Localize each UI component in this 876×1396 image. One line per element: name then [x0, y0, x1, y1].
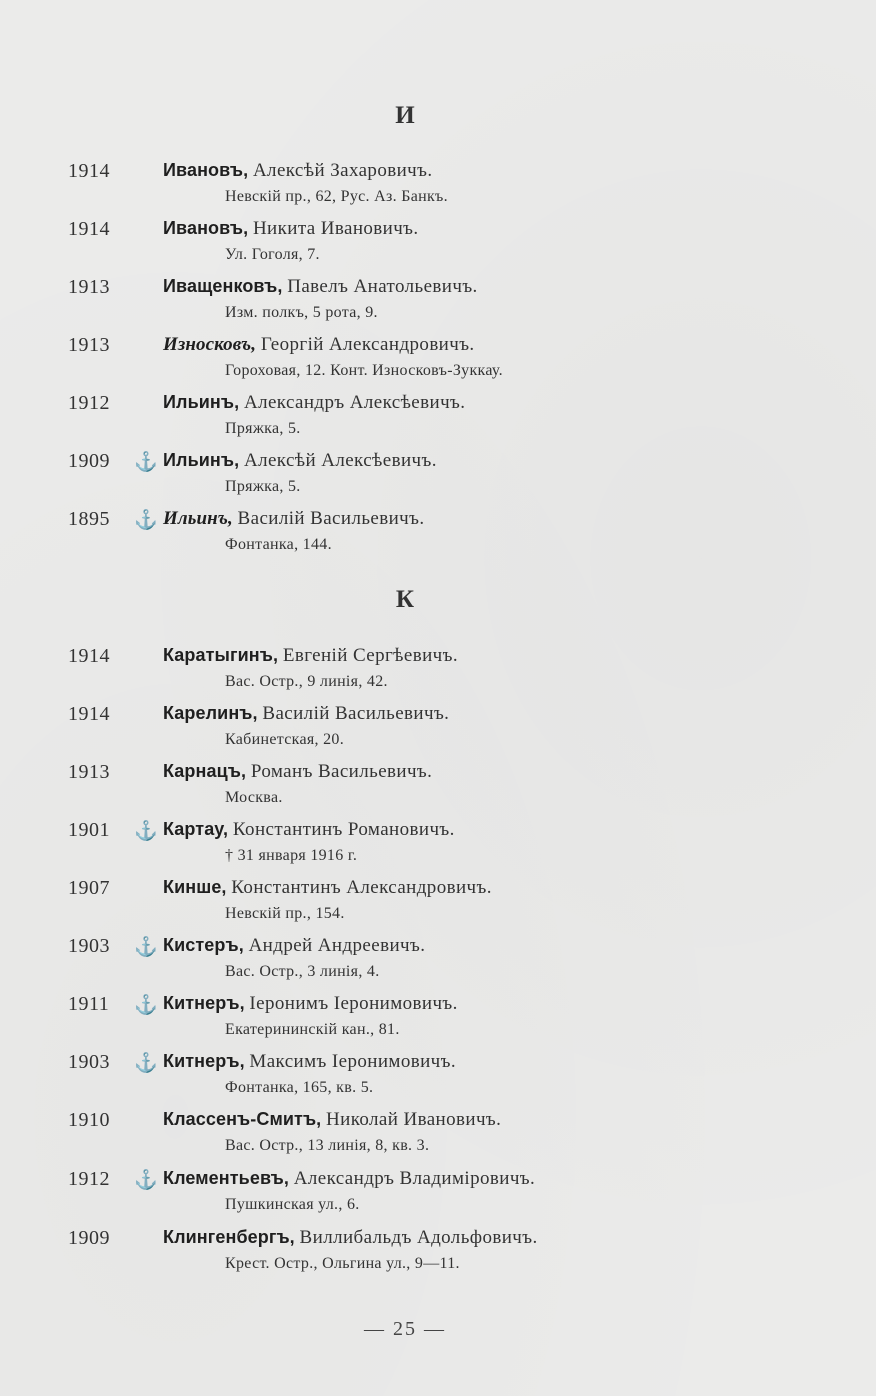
entry-given-name: Андрей Андреевичъ. [248, 935, 426, 956]
entry-given-name: Николай Ивановичъ. [326, 1109, 502, 1130]
entry-surname: Каратыгинъ, [163, 645, 279, 665]
entry-name [163, 993, 458, 1015]
directory-entry [0, 334, 876, 392]
entry-surname: Классенъ-Смитъ, [163, 1109, 322, 1129]
entry-name [163, 276, 478, 298]
entry-name [163, 1051, 456, 1073]
entry-address: † 31 января 1916 г. [225, 847, 358, 864]
entry-given-name: Александръ Алексѣевичъ. [243, 392, 466, 413]
entry-address: Пряжка, 5. [225, 478, 301, 495]
entry-year: 1914 [68, 645, 110, 667]
entry-surname: Китнеръ, [163, 1051, 245, 1071]
entry-given-name: Виллибальдъ Адольфовичъ. [299, 1227, 538, 1248]
entry-name [163, 218, 419, 240]
directory-entry [0, 877, 876, 935]
directory-entry [0, 160, 876, 218]
anchor-icon: ⚓ [134, 1170, 158, 1191]
directory-entry [0, 1109, 876, 1167]
entry-surname: Ильинъ, [163, 450, 240, 470]
anchor-icon: ⚓ [134, 937, 158, 958]
entry-given-name: Евгеній Сергѣевичъ. [282, 645, 458, 666]
entry-name [163, 1109, 501, 1131]
entry-name [163, 450, 437, 472]
entry-surname: Карелинъ, [163, 703, 258, 723]
anchor-icon: ⚓ [134, 510, 158, 531]
entry-address: Пряжка, 5. [225, 420, 301, 437]
entry-given-name: Іеронимъ Іеронимовичъ. [249, 993, 458, 1014]
entry-given-name: Никита Ивановичъ. [252, 218, 419, 239]
directory-entry [0, 935, 876, 993]
entry-surname: Ивановъ, [163, 218, 249, 238]
directory-entry [0, 1051, 876, 1109]
entry-given-name: Василій Васильевичъ. [237, 508, 425, 529]
entry-surname: Карнацъ, [163, 761, 247, 781]
entry-year: 1903 [68, 935, 110, 957]
entry-name [163, 877, 492, 899]
directory-entry [0, 508, 876, 566]
entry-year: 1914 [68, 160, 110, 182]
entry-address: Фонтанка, 165, кв. 5. [225, 1079, 374, 1096]
entry-surname: Иващенковъ, [163, 276, 283, 296]
entry-name [163, 392, 465, 414]
entry-name [163, 334, 475, 356]
entry-address: Гороховая, 12. Конт. Износковъ-Зуккау. [225, 362, 503, 379]
directory-entry [0, 1168, 876, 1226]
entry-address: Фонтанка, 144. [225, 536, 332, 553]
entry-name [163, 508, 425, 530]
entry-surname: Клементьевъ, [163, 1168, 289, 1188]
directory-entry [0, 819, 876, 877]
entry-year: 1913 [68, 276, 110, 298]
anchor-icon: ⚓ [134, 452, 158, 473]
entry-name [163, 819, 455, 841]
entry-year: 1895 [68, 508, 110, 530]
entry-address: Вас. Остр., 13 линія, 8, кв. 3. [225, 1137, 430, 1154]
anchor-icon: ⚓ [134, 821, 158, 842]
entry-address: Екатерининскій кан., 81. [225, 1021, 400, 1038]
entry-year: 1907 [68, 877, 110, 899]
page-number: — 25 — [364, 1318, 446, 1340]
directory-entry [0, 761, 876, 819]
entry-name [163, 703, 449, 725]
entry-address: Вас. Остр., 3 линія, 4. [225, 963, 380, 980]
entry-year: 1914 [68, 218, 110, 240]
entry-given-name: Павелъ Анатольевичъ. [287, 276, 478, 297]
entry-year: 1912 [68, 1168, 110, 1190]
directory-entry [0, 450, 876, 508]
entry-given-name: Георгій Александровичъ. [260, 334, 475, 355]
directory-entry [0, 1227, 876, 1285]
entry-given-name: Александръ Владиміровичъ. [293, 1168, 536, 1189]
entry-address: Изм. полкъ, 5 рота, 9. [225, 304, 378, 321]
entry-address: Крест. Остр., Ольгина ул., 9—11. [225, 1255, 460, 1272]
entry-surname: Кинше, [163, 877, 227, 897]
entry-surname: Картау, [163, 819, 229, 839]
entry-year: 1912 [68, 392, 110, 414]
directory-entry [0, 993, 876, 1051]
entry-given-name: Романъ Васильевичъ. [250, 761, 433, 782]
entry-given-name: Алексѣй Алексѣевичъ. [243, 450, 437, 471]
entry-name [163, 1227, 538, 1249]
entry-given-name: Константинъ Александровичъ. [231, 877, 492, 898]
entry-surname: Китнеръ, [163, 993, 245, 1013]
entry-surname: Ильинъ, [163, 392, 240, 412]
directory-entry [0, 218, 876, 276]
entry-surname: Ильинъ, [163, 508, 233, 529]
entry-address: Вас. Остр., 9 линія, 42. [225, 673, 388, 690]
entry-name [163, 160, 433, 182]
entry-given-name: Максимъ Іеронимовичъ. [249, 1051, 456, 1072]
directory-entry [0, 703, 876, 761]
entry-year: 1913 [68, 761, 110, 783]
entry-name [163, 645, 458, 667]
entry-year: 1909 [68, 1227, 110, 1249]
entry-surname: Клингенбергъ, [163, 1227, 295, 1247]
entry-given-name: Василій Васильевичъ. [262, 703, 450, 724]
section-letter-i: И [395, 102, 415, 129]
entry-given-name: Алексѣй Захаровичъ. [252, 160, 433, 181]
entry-year: 1913 [68, 334, 110, 356]
entry-surname: Износковъ, [163, 334, 257, 355]
anchor-icon: ⚓ [134, 995, 158, 1016]
entry-address: Пушкинская ул., 6. [225, 1196, 360, 1213]
section-letter-k: К [395, 586, 415, 613]
directory-entry [0, 392, 876, 450]
entry-address: Москва. [225, 789, 283, 806]
directory-entry [0, 276, 876, 334]
entry-address: Невскій пр., 62, Рус. Аз. Банкъ. [225, 188, 448, 205]
anchor-icon: ⚓ [134, 1053, 158, 1074]
entry-surname: Кистеръ, [163, 935, 244, 955]
entry-year: 1903 [68, 1051, 110, 1073]
entry-year: 1911 [68, 993, 110, 1015]
entry-year: 1901 [68, 819, 110, 841]
entry-address: Кабинетская, 20. [225, 731, 345, 748]
entry-surname: Ивановъ, [163, 160, 249, 180]
entry-address: Невскій пр., 154. [225, 905, 345, 922]
entry-given-name: Константинъ Романовичъ. [232, 819, 455, 840]
entry-year: 1910 [68, 1109, 110, 1131]
entry-year: 1914 [68, 703, 110, 725]
directory-entry [0, 645, 876, 703]
entry-name [163, 1168, 535, 1190]
entry-name [163, 761, 432, 783]
entry-address: Ул. Гоголя, 7. [225, 246, 320, 263]
entry-name [163, 935, 425, 957]
entry-year: 1909 [68, 450, 110, 472]
